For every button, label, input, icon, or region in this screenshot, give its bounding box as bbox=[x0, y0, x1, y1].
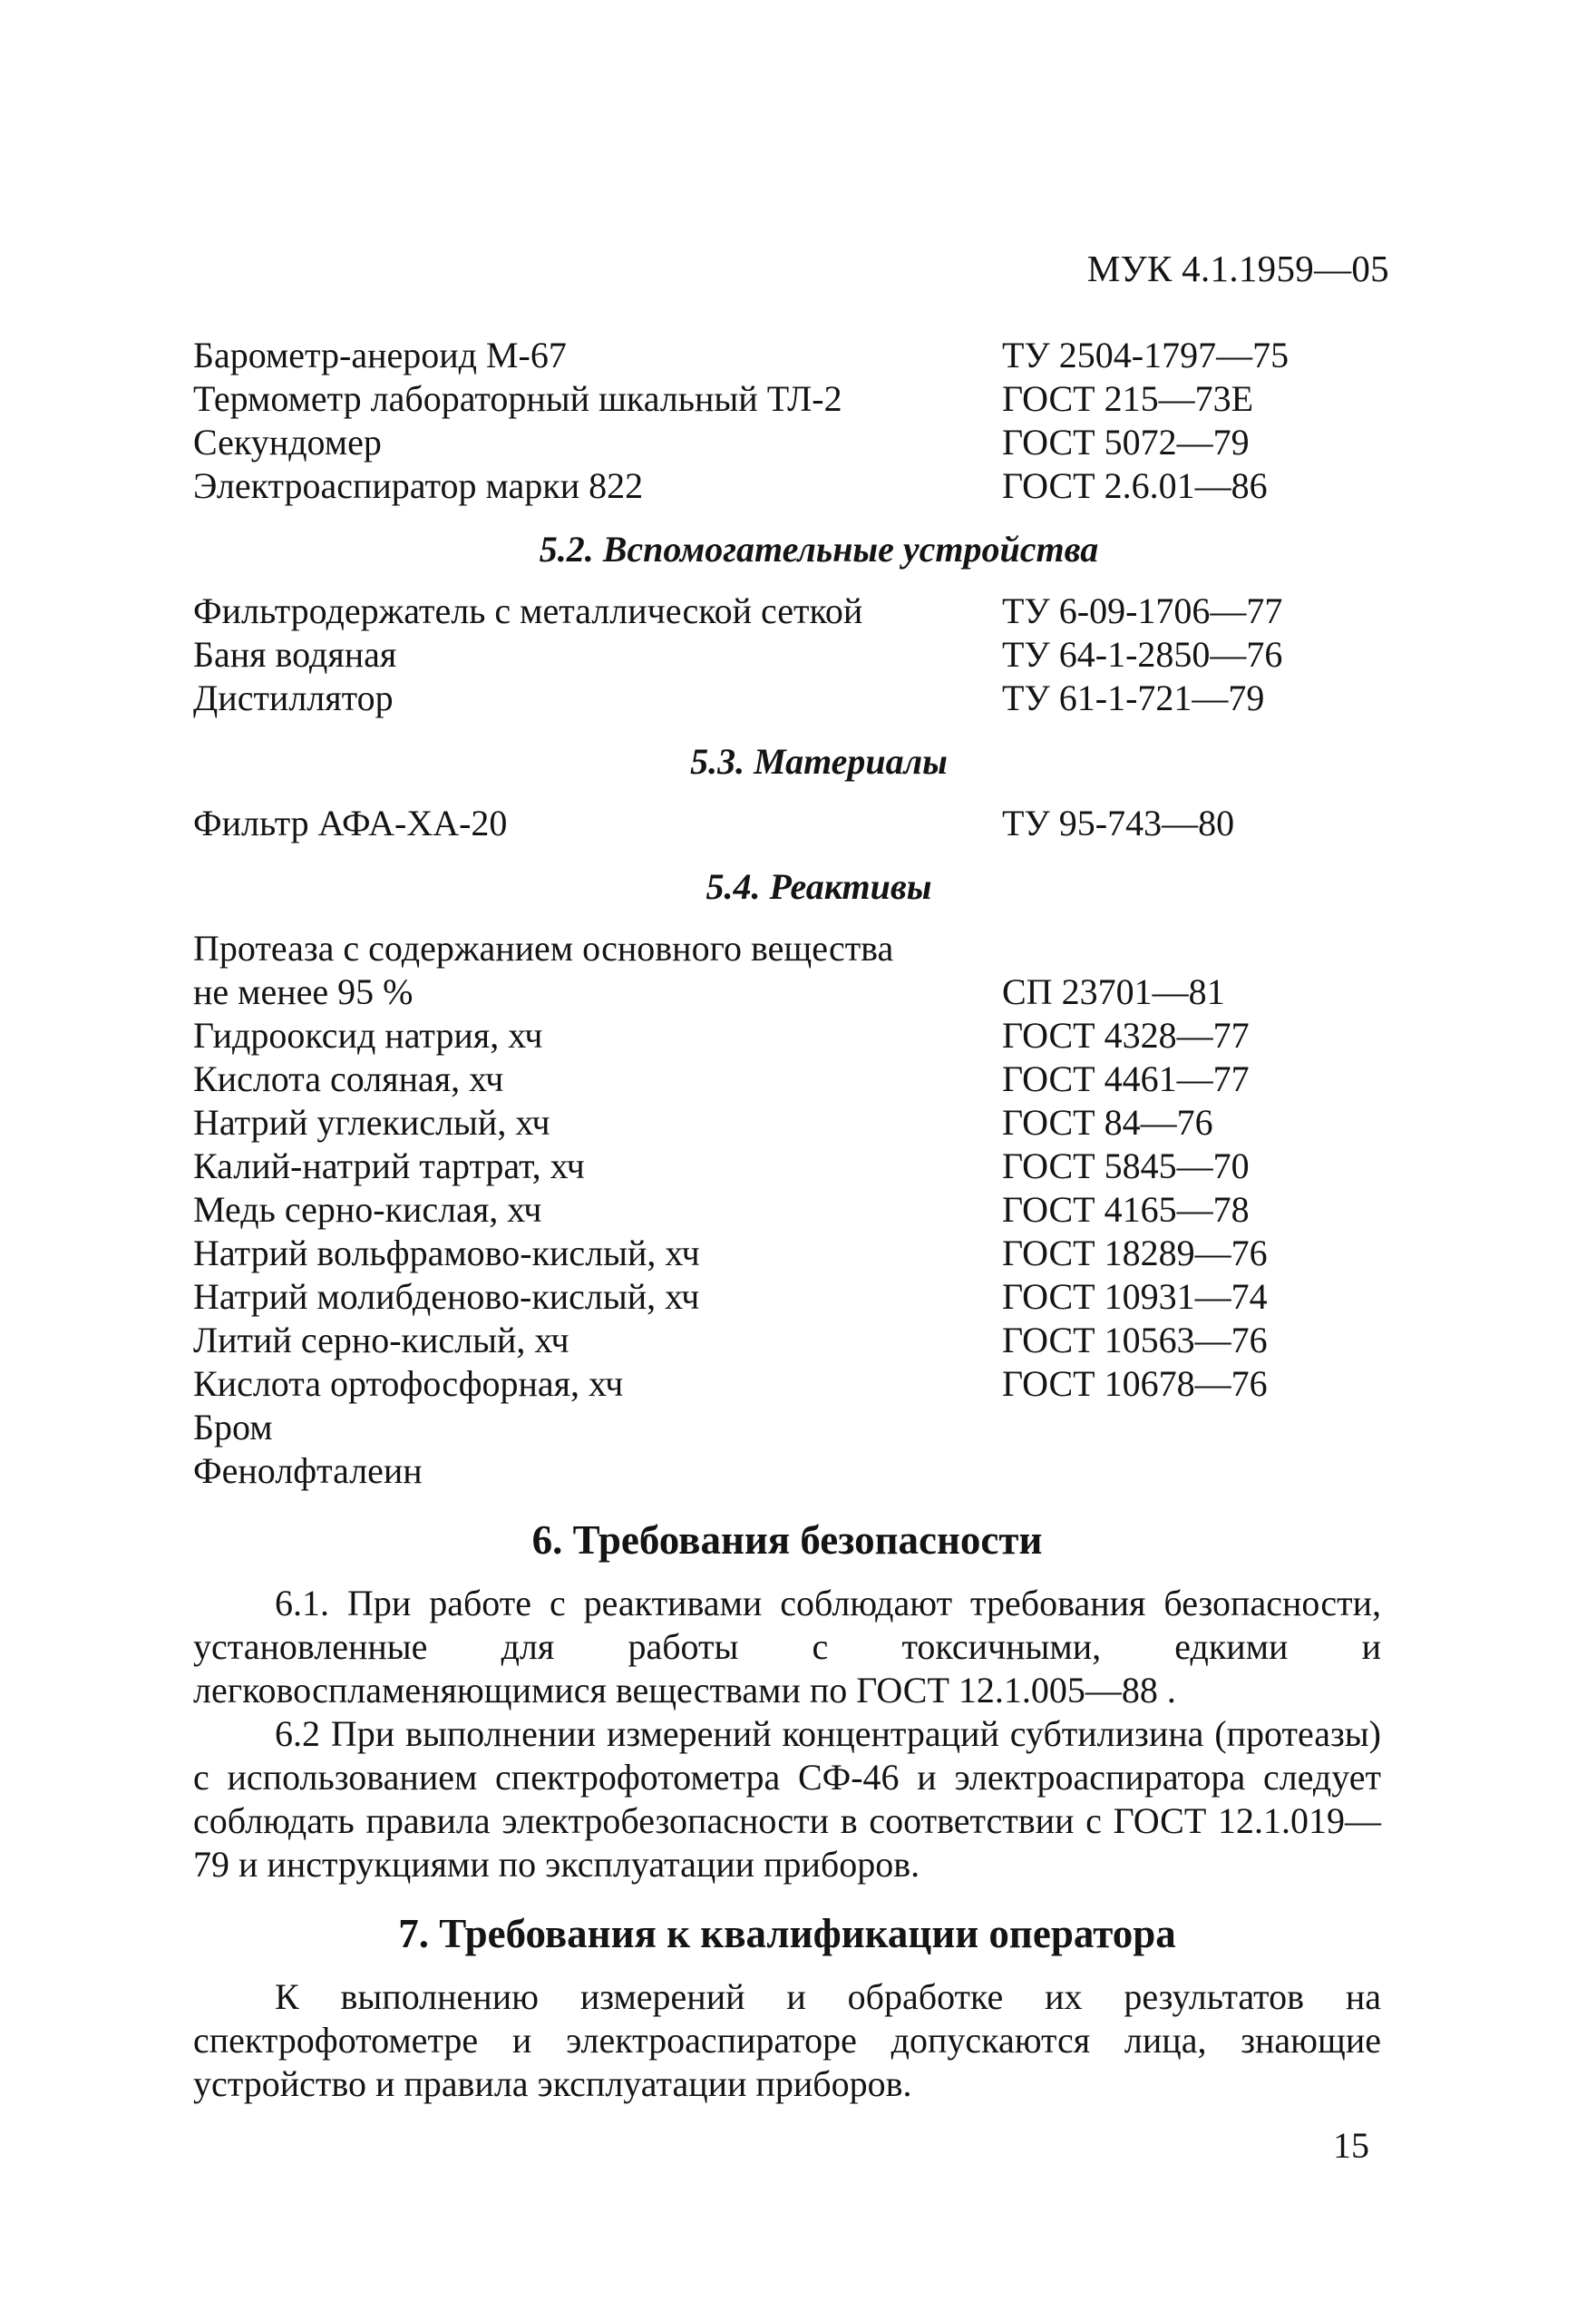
list-item: Термометр лабораторный шкальный ТЛ-2 ГОСТ 215—73Е bbox=[193, 378, 1254, 419]
subsection-title-5-2: 5.2. Вспомогательные устройства bbox=[539, 529, 1099, 570]
subsection-title-5-4: 5.4. Реактивы bbox=[706, 866, 932, 907]
reagents-list bbox=[193, 927, 1381, 1493]
list-item: Калий-натрий тартрат, хч ГОСТ 5845—70 bbox=[193, 1145, 1250, 1186]
paragraph-6-1: 6.1. При работе с реактивами соблюдают требования безопасности, установленные для работы с токсичными, едкими и легковоспламеняющимися веществами по ГОСТ 12.1.005—88 . bbox=[193, 1583, 1381, 1711]
equipment-list bbox=[193, 334, 1381, 508]
list-item: Кислота ортофосфорная, хч ГОСТ 10678—76 bbox=[193, 1363, 1268, 1404]
list-item: Дистиллятор ТУ 61-1-721—79 bbox=[193, 677, 1265, 718]
section-title-6: 6. Требования безопасности bbox=[531, 1517, 1043, 1563]
list-item: Секундомер ГОСТ 5072—79 bbox=[193, 422, 1250, 463]
paragraph-6-2: 6.2 При выполнении измерений концентраций субтилизина (протеазы) с использованием спектрофотометра СФ-46 и электроаспиратора следует соблюдать правила электробезопасности в соответствии с ГОСТ 12.1.019—79 и инструкциями по эксплуатации приборов. bbox=[193, 1713, 1381, 1885]
list-item: Натрий углекислый, хч ГОСТ 84—76 bbox=[193, 1102, 1213, 1143]
content bbox=[193, 334, 1381, 2106]
list-item: Протеаза с содержанием основного вещества bbox=[193, 928, 894, 969]
list-item: Фильтр АФА-ХА-20 ТУ 95-743—80 bbox=[193, 803, 1235, 843]
auxiliary-devices-list bbox=[193, 590, 1381, 720]
paragraph-7-1: К выполнению измерений и обработке их результатов на спектрофотометре и электроаспираторе допускаются лица, знающие устройство и правила эксплуатации приборов. bbox=[193, 1976, 1381, 2104]
list-item: Электроаспиратор марки 822 ГОСТ 2.6.01—86 bbox=[193, 465, 1268, 506]
subsection-title-5-3: 5.3. Материалы bbox=[690, 741, 948, 782]
list-item: Литий серно-кислый, хч ГОСТ 10563—76 bbox=[193, 1320, 1268, 1360]
list-item: Натрий вольфрамово-кислый, хч ГОСТ 18289—76 bbox=[193, 1233, 1268, 1273]
page-number: 15 bbox=[1333, 2125, 1369, 2166]
list-item: Кислота соляная, хч ГОСТ 4461—77 bbox=[193, 1058, 1250, 1099]
list-item: Бром bbox=[193, 1407, 273, 1447]
document-code: МУК 4.1.1959—05 bbox=[1086, 248, 1389, 289]
list-item: Барометр-анероид М-67 ТУ 2504-1797—75 bbox=[193, 335, 1289, 375]
list-item: Натрий молибденово-кислый, хч ГОСТ 10931—74 bbox=[193, 1276, 1268, 1317]
list-item: не менее 95 % СП 23701—81 bbox=[193, 971, 1225, 1012]
list-item: Медь серно-кислая, хч ГОСТ 4165—78 bbox=[193, 1189, 1250, 1230]
list-item: Баня водяная ТУ 64-1-2850—76 bbox=[193, 634, 1283, 675]
section-title-7: 7. Требования к квалификации оператора bbox=[398, 1911, 1176, 1956]
list-item: Фильтродержатель с металлической сеткой ТУ 6-09-1706—77 bbox=[193, 590, 1283, 631]
list-item: Фенолфталеин bbox=[193, 1450, 423, 1491]
list-item: Гидрооксид натрия, хч ГОСТ 4328—77 bbox=[193, 1015, 1250, 1056]
materials-list bbox=[193, 802, 1381, 845]
